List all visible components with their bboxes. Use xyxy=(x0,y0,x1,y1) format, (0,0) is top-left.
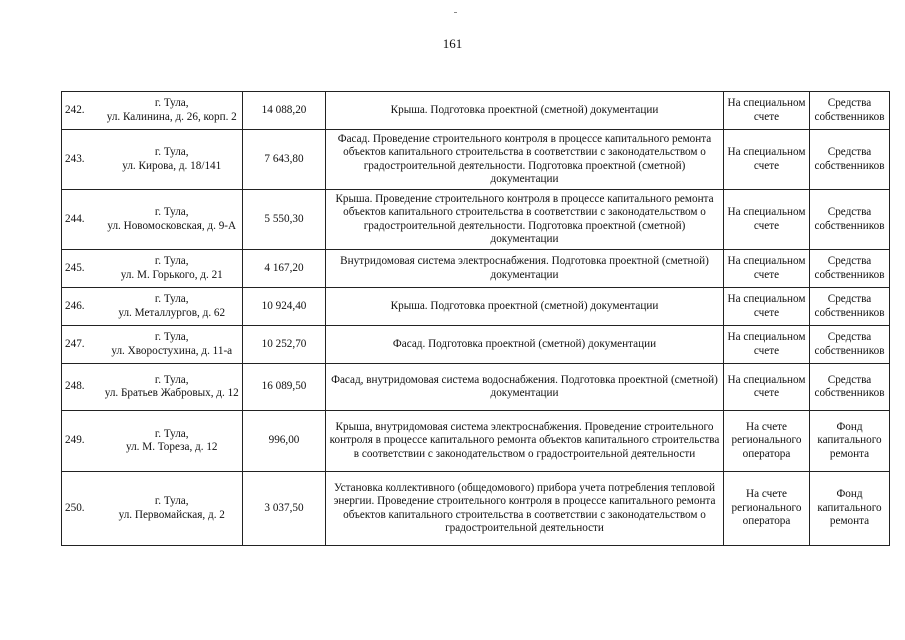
work-description: Крыша. Проведение строительного контроля в процессе капитального ремонта объектов капитального строительства в соответствии с законодательством о градостроительной деятельности. Подготовка проектной (сметной) документации xyxy=(326,190,724,250)
scan-mark xyxy=(454,12,457,13)
table-row xyxy=(62,92,890,130)
address-street: ул. Хворостухина, д. 11-а xyxy=(111,344,233,357)
account-type: На специальном счете xyxy=(724,190,810,250)
address-city: г. Тула, xyxy=(154,206,189,219)
table-row xyxy=(62,288,890,326)
cost-cell: 14 088,20 xyxy=(243,92,326,130)
work-description: Крыша. Подготовка проектной (сметной) документации xyxy=(326,92,724,130)
row-number: 250. xyxy=(62,472,102,546)
table-row xyxy=(62,190,890,250)
account-type: На специальном счете xyxy=(724,364,810,411)
cost-cell: 4 167,20 xyxy=(243,250,326,288)
page-number: 161 xyxy=(442,36,463,51)
address-cell xyxy=(102,92,243,130)
address-city: г. Тула, xyxy=(154,427,189,440)
address-street: ул. Кирова, д. 18/141 xyxy=(122,159,222,172)
work-description: Крыша, внутридомовая система электроснабжения. Проведение строительного контроля в процессе капитального ремонта объектов капитального строительства в соответствии с законодательством о градостроительной деятельности xyxy=(326,411,724,472)
table-row xyxy=(62,411,890,472)
address-city: г. Тула, xyxy=(154,146,189,159)
address-cell xyxy=(102,190,243,250)
address-street: ул. Новомосковская, д. 9-А xyxy=(107,219,237,232)
cost-cell: 10 924,40 xyxy=(243,288,326,326)
cost-cell: 5 550,30 xyxy=(243,190,326,250)
address-street: ул. Металлургов, д. 62 xyxy=(118,306,226,319)
repair-registry-table xyxy=(61,91,890,546)
work-description: Установка коллективного (общедомового) прибора учета потребления тепловой энергии. Проведение строительного контроля в процессе капитального ремонта объектов капитального строительства в соответствии с законодательством о градостроительной деятельности xyxy=(326,472,724,546)
account-type: На специальном счете xyxy=(724,326,810,364)
table-row xyxy=(62,130,890,190)
cost-cell: 10 252,70 xyxy=(243,326,326,364)
work-description: Фасад. Подготовка проектной (сметной) документации xyxy=(326,326,724,364)
cost-cell: 3 037,50 xyxy=(243,472,326,546)
address-street: ул. Первомайская, д. 2 xyxy=(118,508,225,521)
account-type: На счете регионального оператора xyxy=(724,411,810,472)
funding-source: Средства собственников xyxy=(810,92,890,130)
table-row xyxy=(62,364,890,411)
funding-source: Средства собственников xyxy=(810,250,890,288)
address-city: г. Тула, xyxy=(154,97,189,110)
row-number: 249. xyxy=(62,411,102,472)
funding-source: Средства собственников xyxy=(810,130,890,190)
address-city: г. Тула, xyxy=(154,255,189,268)
row-number: 246. xyxy=(62,288,102,326)
funding-source: Средства собственников xyxy=(810,190,890,250)
address-cell xyxy=(102,472,243,546)
address-city: г. Тула, xyxy=(154,495,189,508)
address-street: ул. Калинина, д. 26, корп. 2 xyxy=(106,110,237,123)
row-number: 247. xyxy=(62,326,102,364)
work-description: Фасад, внутридомовая система водоснабжения. Подготовка проектной (сметной) документации xyxy=(326,364,724,411)
table-row xyxy=(62,326,890,364)
funding-source: Средства собственников xyxy=(810,364,890,411)
table-row xyxy=(62,472,890,546)
address-city: г. Тула, xyxy=(154,293,189,306)
cost-cell: 7 643,80 xyxy=(243,130,326,190)
cost-cell: 996,00 xyxy=(243,411,326,472)
address-street: ул. Братьев Жабровых, д. 12 xyxy=(104,387,239,399)
address-cell xyxy=(102,288,243,326)
funding-source: Фонд капитального ремонта xyxy=(810,472,890,546)
row-number: 248. xyxy=(62,364,102,411)
address-cell xyxy=(102,250,243,288)
funding-source: Фонд капитального ремонта xyxy=(810,411,890,472)
row-number: 243. xyxy=(62,130,102,190)
work-description: Фасад. Проведение строительного контроля в процессе капитального ремонта объектов капитального строительства в соответствии с законодательством о градостроительной деятельности. Подготовка проектной (сметной) документации xyxy=(326,130,724,190)
work-description: Крыша. Подготовка проектной (сметной) документации xyxy=(326,288,724,326)
table-row xyxy=(62,250,890,288)
address-cell xyxy=(102,326,243,364)
funding-source: Средства собственников xyxy=(810,326,890,364)
address-cell xyxy=(102,411,243,472)
address-street: ул. М. Горького, д. 21 xyxy=(120,268,223,281)
account-type: На специальном счете xyxy=(724,288,810,326)
address-city: г. Тула, xyxy=(154,331,189,344)
address-cell xyxy=(102,130,243,190)
account-type: На специальном счете xyxy=(724,250,810,288)
row-number: 245. xyxy=(62,250,102,288)
row-number: 244. xyxy=(62,190,102,250)
address-city: г. Тула, xyxy=(154,373,189,386)
account-type: На счете регионального оператора xyxy=(724,472,810,546)
funding-source: Средства собственников xyxy=(810,288,890,326)
address-street: ул. М. Тореза, д. 12 xyxy=(125,441,218,453)
row-number: 242. xyxy=(62,92,102,130)
work-description: Внутридомовая система электроснабжения. Подготовка проектной (сметной) документации xyxy=(326,250,724,288)
cost-cell: 16 089,50 xyxy=(243,364,326,411)
address-cell xyxy=(102,364,243,411)
account-type: На специальном счете xyxy=(724,130,810,190)
account-type: На специальном счете xyxy=(724,92,810,130)
